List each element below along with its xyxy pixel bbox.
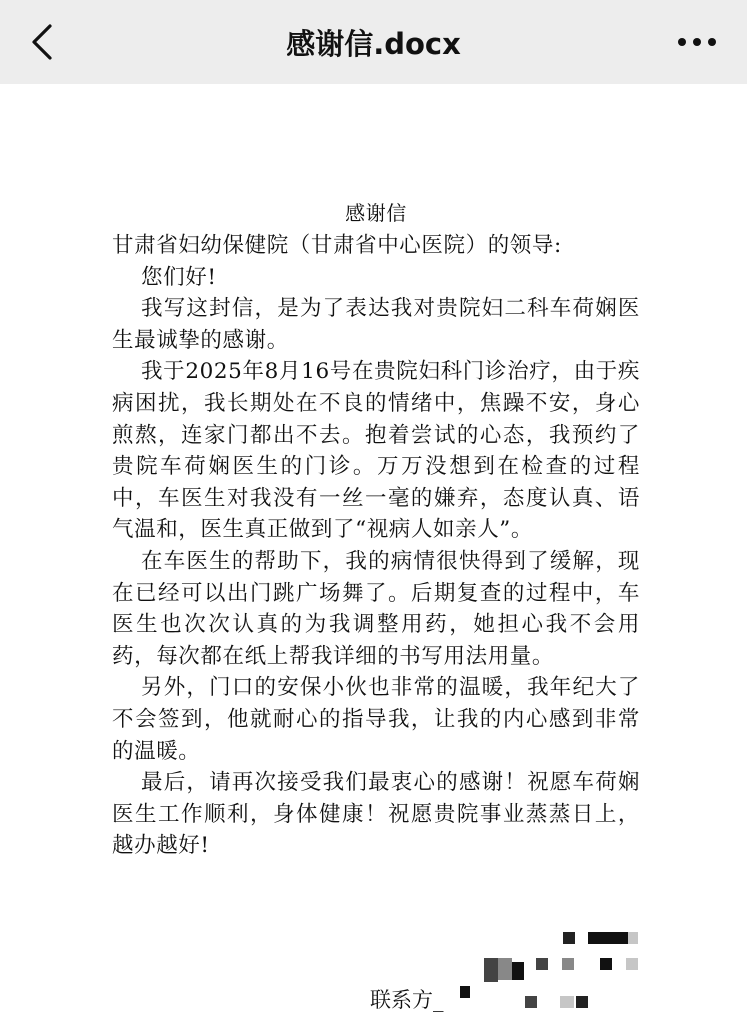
paragraph-greeting: 您们好! [141,264,217,290]
document-body [112,196,640,862]
title-bar [0,0,747,84]
contact-label: 联系方_ [370,988,444,1012]
paragraph-security: 另外，门口的安保小伙也非常的温暖，我年纪大了不会签到，他就耐心的指导我，让我的内心感到非常的温暖。 [112,675,640,764]
paragraph-closing: 最后，请再次接受我们最衷心的感谢！祝愿车荷娴医生工作顺利，身体健康！祝愿贵院事业蒸蒸日上，越办越好! [112,770,640,859]
more-options-button[interactable] [673,22,721,62]
paragraph-purpose: 我写这封信，是为了表达我对贵院妇二科车荷娴医生最诚挚的感谢。 [112,296,640,353]
letter-title: 感谢信 [345,201,407,225]
more-dots-icon [677,37,717,47]
paragraph-recovery: 在车医生的帮助下，我的病情很快得到了缓解，现在已经可以出门跳广场舞了。后期复查的过程中，车医生也次次认真的为我调整用药，她担心我不会用药，每次都在纸上帮我详细的书写用法用量。 [112,548,640,669]
letter-salutation: 甘肃省妇幼保健院（甘肃省中心医院）的领导: [112,233,562,258]
document-title: 感谢信.docx [286,26,461,61]
paragraph-visit: 我于2025年8月16号在贵院妇科门诊治疗，由于疾病困扰，我长期处在不良的情绪中，焦躁不安，身心煎熬，连家门都出不去。抱着尝试的心态，我预约了贵院车荷娴医生的门诊。万万没想到在检查的过程中，车医生对我没有一丝一毫的嫌弃，态度认真、语气温和，医生真正做到了“视病人如亲人”。 [112,359,640,543]
